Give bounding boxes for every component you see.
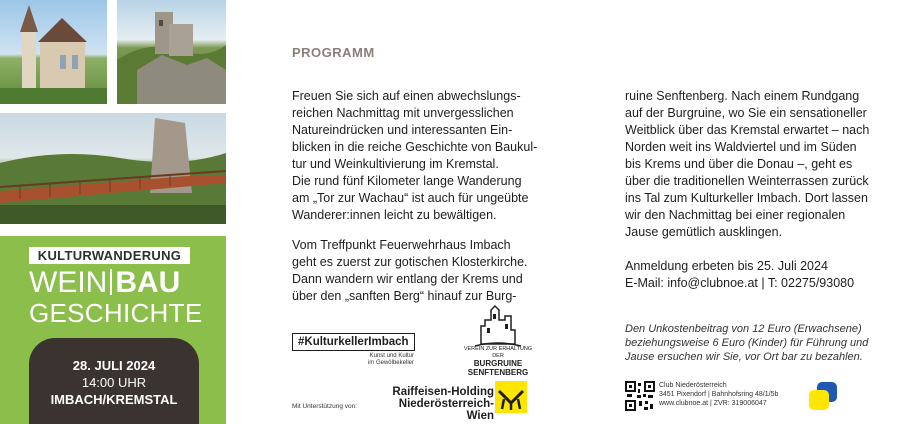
text-line: bis Krems und über die Donau –, geht es (625, 157, 853, 171)
section-heading: PROGRAMM (292, 45, 375, 60)
event-time: 14:00 UHR (81, 375, 147, 390)
registration-deadline: Anmeldung erbeten bis 25. Juli 2024 (625, 259, 828, 273)
text-line: Die rund fünf Kilometer lange Wanderung (292, 174, 522, 188)
raiffeisen-gable-icon (495, 381, 527, 413)
contact-info: E-Mail: info@clubnoe.at | T: 02275/93080 (625, 276, 855, 290)
event-place: IMBACH/KREMSTAL (50, 392, 178, 407)
text-line: Norden weit ins Waldviertel und im Süden (625, 140, 857, 154)
burg-big-text: SENFTENBERG (467, 368, 529, 377)
text-line: Vom Treffpunkt Feuerwehrhaus Imbach (292, 238, 511, 252)
text-line: über den „sanften Berg“ hinauf zur Burg- (292, 289, 517, 303)
text-line: Freuen Sie sich auf einen abwechslungs- (292, 89, 521, 103)
bridge-photo (0, 113, 226, 224)
text-line: Natureindrücken und interessanten Ein- (292, 123, 513, 137)
text-column-2 (625, 88, 885, 292)
kulturkeller-sub (292, 353, 422, 367)
kulturkeller-sub-line: im Gewölbekeller (367, 360, 414, 366)
raiffeisen-line: Raiffeisen-Holding (392, 386, 494, 398)
text-line: Jause gemütlich ausklingen. (625, 225, 783, 239)
text-line: tur und Weinkultivierung im Kremstal. (292, 157, 499, 171)
text-line: wir den Nachmittag bei einer regionalen (625, 208, 846, 222)
text-line: Wanderer:innen leicht zu bewältigen. (292, 208, 497, 222)
club-contact (659, 381, 778, 408)
text-column-1 (292, 88, 538, 305)
club-logo-icon (808, 381, 838, 411)
castle-photo (117, 0, 226, 104)
church-photo (0, 0, 107, 104)
text-line: blicken in die reiche Geschichte von Baukul- (292, 140, 538, 154)
text-line: Dann wandern wir entlang der Krems und (292, 272, 523, 286)
text-line: auf der Burgruine, wo Sie ein sensationeller (625, 106, 867, 120)
kulturkeller-logo (292, 330, 422, 367)
title-line-2: GESCHICHTE (29, 298, 203, 328)
kulturkeller-wordmark: #KulturkellerImbach (292, 333, 415, 351)
burg-small-text: VEREIN ZUR ERHALTUNG DER (463, 346, 533, 359)
qr-code-icon (625, 381, 655, 411)
fee-line: beziehungsweise 6 Euro (Kinder) für Führung und (625, 337, 869, 349)
club-address: 3451 Pixendorf | Bahnhofsring 48/1/5b (659, 391, 779, 398)
event-type-badge: KULTURWANDERUNG (29, 247, 190, 264)
fee-note (625, 322, 868, 364)
raiffeisen-wordmark (372, 386, 494, 422)
kulturkeller-sub-line: Kunst und Kultur (369, 353, 414, 359)
text-line: Weitblick über das Kremstal erwartet – nach (625, 123, 870, 137)
club-web: www.clubnoe.at | ZVR: 319006047 (659, 400, 767, 407)
title-word-bau: BAU (115, 266, 181, 299)
support-label: Mit Unterstützung von: (292, 403, 358, 410)
event-date: 28. JULI 2024 (72, 358, 156, 373)
club-name: Club Niederösterreich (659, 382, 727, 389)
left-panel (0, 0, 226, 424)
title-word-wein: WEIN (29, 266, 108, 299)
text-line: am „Tor zur Wachau“ ist auch für ungeübte (292, 191, 529, 205)
text-line: geht es zuerst zur gotischen Klosterkirche. (292, 255, 528, 269)
title-separator (110, 269, 112, 295)
raiffeisen-line: Niederösterreich-Wien (398, 398, 494, 422)
date-box (29, 338, 199, 424)
fee-line: Den Unkostenbeitrag von 12 Euro (Erwachsene) (625, 323, 862, 335)
text-line: über die traditionellen Weinterrassen zurück (625, 174, 869, 188)
burgruine-logo-text (462, 346, 534, 377)
title-line-1 (29, 266, 180, 300)
text-line: ins Tal zum Kulturkeller Imbach. Dort lassen (625, 191, 868, 205)
burg-big-text: BURGRUINE (473, 359, 523, 368)
text-line: reichen Nachmittag mit unvergesslichen (292, 106, 514, 120)
text-line: ruine Senftenberg. Nach einem Rundgang (625, 89, 860, 103)
fee-line: Jause ersuchen wir Sie, vor Ort bar zu bezahlen. (625, 351, 863, 363)
